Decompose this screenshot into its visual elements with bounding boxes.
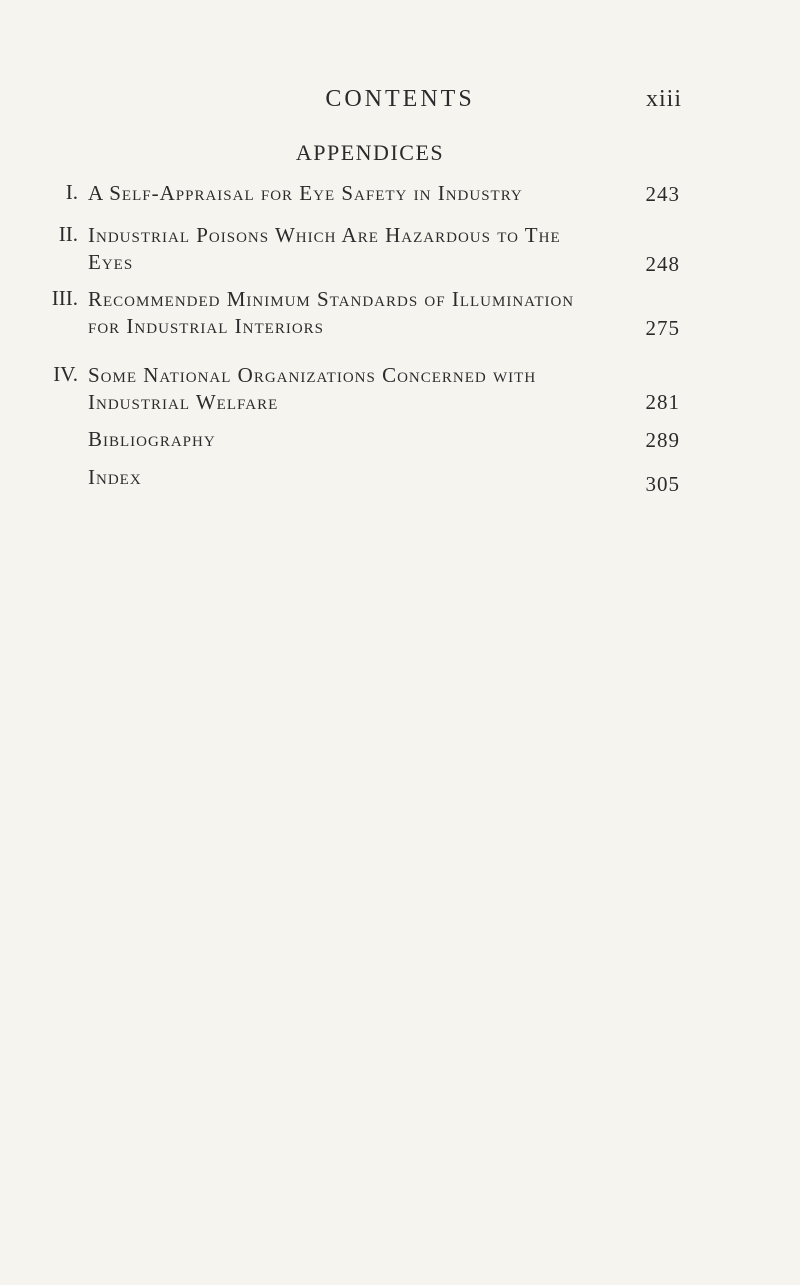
entry-page-number: 281 (645, 390, 680, 414)
entry-page-number: 248 (645, 252, 680, 276)
entry-page-number: 275 (645, 316, 680, 340)
entry-page-number: 289 (645, 428, 680, 452)
entry-title: Index (88, 465, 142, 489)
entry-title: Some National Organizations Concerned with Industrial Welfare (88, 363, 537, 414)
page-folio: xiii (645, 86, 682, 112)
entry-title: Industrial Poisons Which Are Hazardous to The Eyes (88, 223, 561, 274)
section-title: APPENDICES (295, 140, 445, 165)
entry-page-number: 305 (645, 472, 680, 496)
entry-number: III. (51, 286, 78, 310)
running-head-title: CONTENTS (325, 86, 475, 112)
entry-number: II. (58, 222, 78, 246)
entry-title: A Self-Appraisal for Eye Safety in Industry (88, 181, 523, 205)
entry-title: Recommended Minimum Standards of Illumination for Industrial Interiors (88, 287, 575, 338)
entry-title: Bibliography (88, 427, 216, 451)
entry-page-number: 243 (645, 182, 680, 206)
entry-number: IV. (53, 362, 78, 386)
running-head (0, 86, 800, 116)
entry-number: I. (65, 180, 78, 204)
